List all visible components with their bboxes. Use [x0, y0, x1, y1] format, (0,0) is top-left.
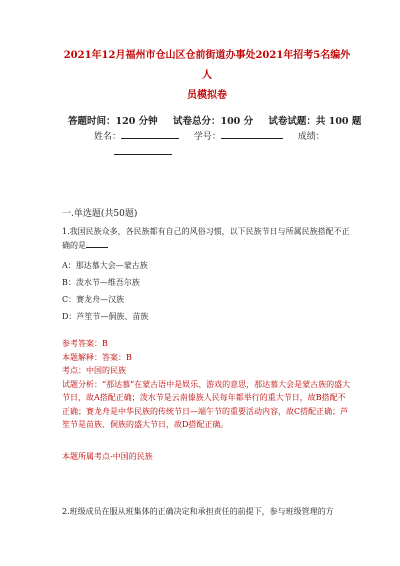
analysis-answer: 本题解释：答案：B: [62, 352, 132, 362]
score-blank: [114, 145, 172, 155]
analysis-text: 试题分析：“那达慕”在蒙古语中是娱乐、游戏的意思，那达慕大会是蒙古族的盛大节日，故A搭配正确；泼水节是云南傣族人民每年都举行的重大节日，故B搭配不正确；赛龙舟是中华民族的传统节日—端午节的重要活动内容，故C搭配正确；芦笙节是苗族、侗族的盛大节日，故D搭配正确。: [62, 379, 351, 429]
question-1-text: 1.我国民族众多，各民族都有自己的风俗习惯，以下民族节日与所属民族搭配不正确的是: [62, 227, 350, 250]
score-label: 成绩：: [297, 132, 325, 142]
option-c: C：赛龙舟—汉族: [62, 295, 125, 304]
id-label: 学号：: [193, 132, 221, 142]
exam-info-row: [62, 114, 362, 129]
name-label: 姓名：: [94, 132, 122, 142]
question-2-text: 2.班级成员在服从班集体的正确决定和承担责任的前提下，参与班级管理的方: [62, 507, 334, 516]
total-score-text: 试卷总分：100 分: [172, 116, 254, 127]
student-info-row: [62, 129, 352, 145]
title-line-1: 2021年12月福州市仓山区仓前街道办事处2021年招考5名编外人: [63, 50, 351, 81]
exam-title: [62, 46, 352, 106]
option-a: A：那达慕大会—蒙古族: [62, 261, 148, 270]
option-b: B：泼水节—维吾尔族: [62, 278, 140, 287]
question-1-blank: [86, 239, 108, 248]
reference-answer: 参考答案：B: [62, 339, 108, 348]
section-heading: 一.单选题(共50题): [62, 209, 138, 219]
key-point: 考点：中国的民族: [62, 366, 126, 375]
name-blank: [121, 129, 179, 139]
score-blank-row: [62, 145, 352, 161]
answer-block: [62, 337, 352, 463]
id-blank: [221, 129, 283, 139]
duration-text: 答题时间：120 分钟: [68, 116, 158, 127]
title-line-2: 员模拟卷: [187, 90, 227, 101]
total-questions-text: 试卷试题：共 100 题: [268, 116, 362, 127]
question-1: [62, 225, 352, 253]
option-d: D：芦笙节—侗族、苗族: [62, 312, 149, 321]
related-point: 本题所属考点-中国的民族: [62, 451, 153, 461]
